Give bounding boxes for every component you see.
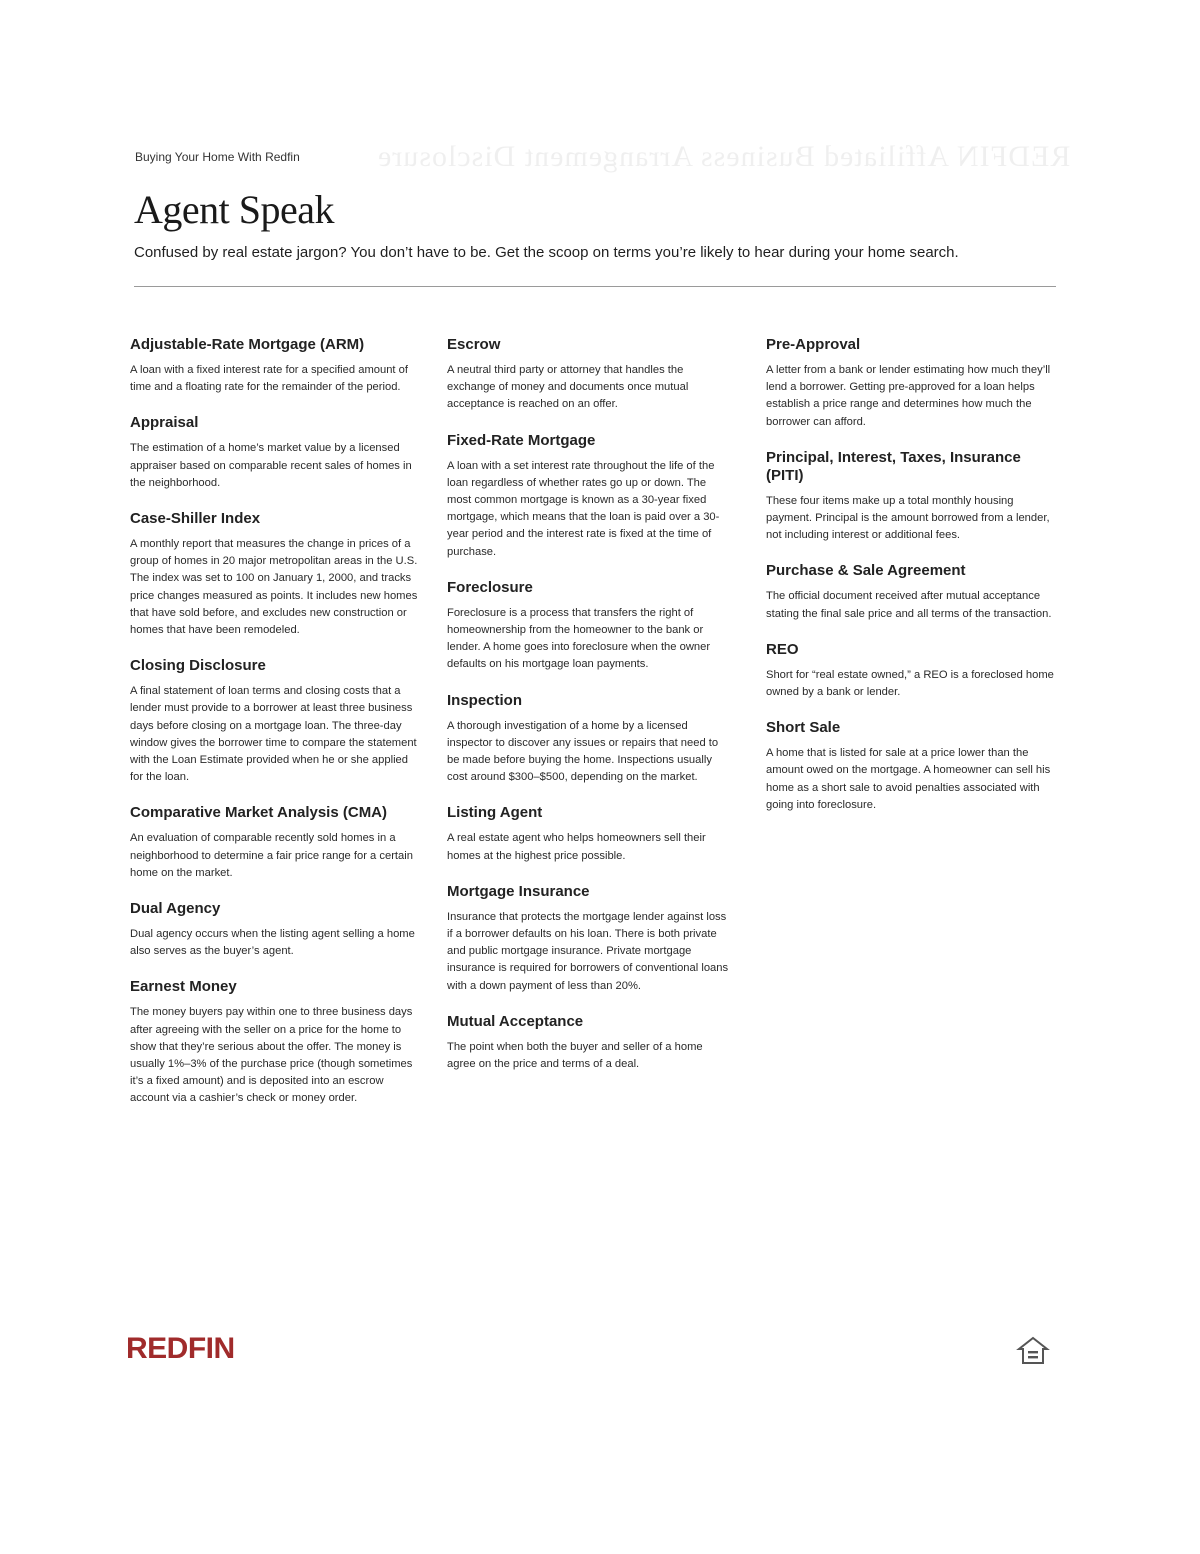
glossary-column-1 [130,336,422,1126]
term-heading: Pre-Approval [766,336,861,353]
glossary-term [447,804,729,864]
glossary-term [130,804,422,882]
header-divider [134,286,1056,287]
term-heading: Escrow [447,336,501,353]
term-definition: Dual agency occurs when the listing agent selling a home also serves as the buyer’s agent. [130,928,415,958]
term-heading: Short Sale [766,719,841,737]
glossary-term [130,900,422,960]
glossary-term [447,432,729,561]
term-heading: Foreclosure [447,578,533,596]
term-definition: A thorough investigation of a home by a licensed inspector to discover any issues or repairs that need to be made before buying the home. Inspections usually cost around $300–$500, depending on the market. [447,719,719,784]
term-definition: The point when both the buyer and seller of a home agree on the price and terms of a deal. [447,1040,703,1071]
term-definition: These four items make up a total monthly housing payment. Principal is the amount borrowed from a lender, not including interest or additional fees. [766,494,1050,542]
term-definition: Short for “real estate owned,” a REO is a foreclosed home owned by a bank or lender. [766,668,1054,699]
term-definition: A monthly report that measures the change in prices of a group of homes in 20 major metropolitan areas in the U.S. The index was set to 100 on January 1, 2000, and tracks price changes measured as points. It includes new homes that have sold before, and excludes new construction or homes that have been remodeled. [130,538,418,637]
term-definition: A loan with a set interest rate throughout the life of the loan regardless of whether rates go up or down. The most common mortgage is known as a 30-year fixed mortgage, which means that the loan is paid over a 30-year period and the interest rate is fixed at the time of purchase. [447,459,720,558]
term-definition: Insurance that protects the mortgage lender against loss if a borrower defaults on his loan. There is both private and public mortgage insurance. Private mortgage insurance is required for borrowers of conventional loans with a down payment of less than 20%. [447,910,729,992]
term-heading: Closing Disclosure [130,657,266,675]
term-heading: Adjustable-Rate Mortgage (ARM) [130,336,365,353]
term-definition: A loan with a fixed interest rate for a specified amount of time and a floating rate for the remainder of the period. [130,364,408,394]
glossary-column-3 [766,336,1056,832]
glossary-term [130,336,422,396]
term-heading: Dual Agency [130,900,221,918]
glossary-term [447,336,729,414]
glossary-term [766,336,1056,431]
glossary-term [447,1013,729,1073]
bleed-through-text: REDFIN Affiliated Business Arrangement Disclosure [376,140,1070,173]
glossary-term [447,883,729,995]
term-definition: Foreclosure is a process that transfers the right of homeownership from the homeowner to the bank or lender. A home goes into foreclosure when the owner defaults on his mortgage loan payments. [447,606,711,671]
glossary-term [130,510,422,639]
glossary-term [130,414,422,492]
term-definition: A home that is listed for sale at a price lower than the amount owed on the mortgage. A homeowner can sell his home as a short sale to avoid penalties associated with going into foreclosure. [766,747,1051,811]
term-heading: Listing Agent [447,804,543,822]
term-heading: Comparative Market Analysis (CMA) [130,804,388,822]
glossary-term [766,449,1056,545]
term-definition: A letter from a bank or lender estimating how much they’ll lend a borrower. Getting pre-approved for a loan helps establish a price range and determines how much the borrower can afford. [766,364,1051,428]
glossary-term [766,562,1056,622]
term-definition: A final statement of loan terms and closing costs that a lender must provide to a borrower at least three business days before closing on a mortgage loan. The three-day window gives the borrower time to compare the statement with the Loan Estimate provided when he or she applied for the loan. [130,685,417,784]
term-definition: The official document received after mutual acceptance stating the final sale price and all terms of the transaction. [766,590,1052,620]
glossary-term [130,978,422,1107]
glossary-term [766,641,1056,701]
glossary-term [766,719,1056,814]
term-heading: Fixed-Rate Mortgage [447,431,596,449]
equal-housing-opportunity-icon [1016,1336,1050,1366]
term-definition: A neutral third party or attorney that handles the exchange of money and documents once mutual acceptance is reached on an offer. [447,364,689,411]
term-heading: REO [766,640,799,658]
redfin-logo: REDFIN [126,1332,235,1365]
term-definition: An evaluation of comparable recently sold homes in a neighborhood to determine a fair price range for a certain home on the market. [130,832,413,879]
term-heading: Purchase & Sale Agreement [766,562,966,580]
term-heading: Mutual Acceptance [447,1012,584,1030]
glossary-term [447,579,729,674]
term-definition: The estimation of a home’s market value by a licensed appraiser based on comparable recent sales of homes in the neighborhood. [130,442,412,489]
term-heading: Case-Shiller Index [130,510,261,528]
page-kicker: Buying Your Home With Redfin [135,150,300,164]
term-heading: Principal, Interest, Taxes, Insurance (PITI) [766,448,1021,484]
term-heading: Appraisal [130,414,199,432]
term-heading: Inspection [447,691,523,709]
term-definition: A real estate agent who helps homeowners sell their homes at the highest price possible. [447,832,706,862]
page-subtitle: Confused by real estate jargon? You don’t have to be. Get the scoop on terms you’re likely to hear during your home search. [134,244,959,261]
glossary-term [447,692,729,787]
term-heading: Earnest Money [130,978,237,996]
glossary-term [130,657,422,786]
page-title: Agent Speak [134,187,335,232]
glossary-column-2 [447,336,729,1091]
term-heading: Mortgage Insurance [447,882,590,900]
term-definition: The money buyers pay within one to three business days after agreeing with the seller on a price for the home to show that they’re serious about the offer. The money is usually 1%–3% of the purchase price (though sometimes it’s a fixed amount) and is deposited into an escrow account via a cashier’s check or money order. [130,1006,413,1105]
